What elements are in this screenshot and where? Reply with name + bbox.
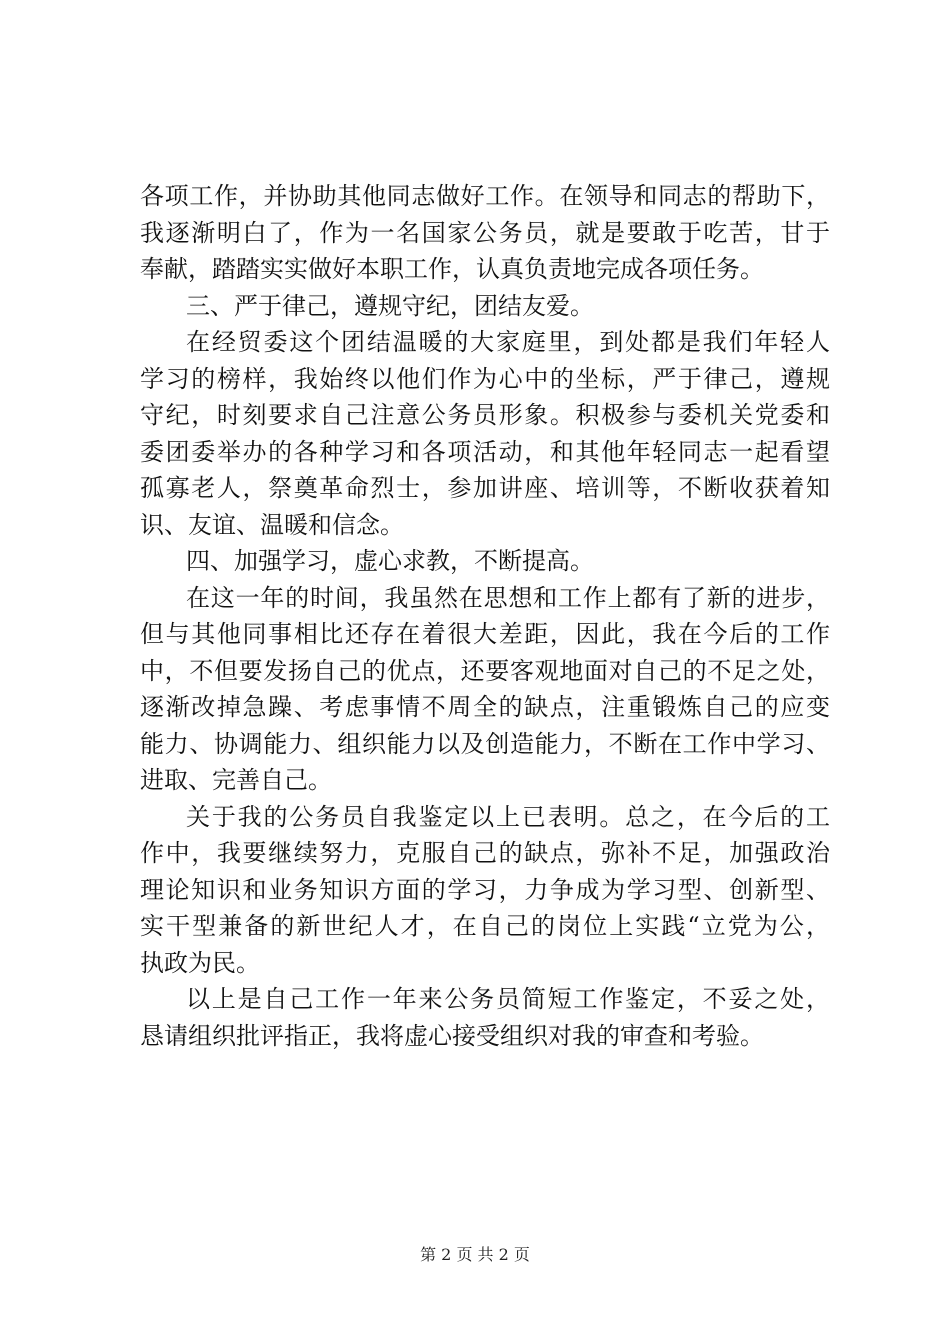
text-line: 恳请组织批评指正，我将虚心接受组织对我的审查和考验。 <box>140 1021 764 1050</box>
section-heading: 三、严于律己，遵规守纪，团结友爱。 <box>186 291 594 320</box>
text-line: 执政为民。 <box>140 948 260 977</box>
section-heading: 四、加强学习，虚心求教，不断提高。 <box>186 547 594 575</box>
text-line: 能力、协调能力、组织能力以及创造能力，不断在工作中学习、 <box>140 729 830 758</box>
text-line: 进取、完善自己。 <box>140 766 332 794</box>
text-line: 孤寡老人，祭奠革命烈士，参加讲座、培训等，不断收获着知 <box>140 474 830 502</box>
text-line: 理论知识和业务知识方面的学习，力争成为学习型、创新型、 <box>140 875 830 904</box>
document-body <box>140 178 830 1054</box>
text-line: 但与其他同事相比还存在着很大差距，因此，我在今后的工作 <box>140 620 830 648</box>
text-line: 实干型兼备的新世纪人才，在自己的岗位上实践“立党为公， <box>140 912 830 940</box>
page-footer: 第 2 页 共 2 页 <box>420 1245 530 1264</box>
text-line: 逐渐改掉急躁、考虑事情不周全的缺点，注重锻炼自己的应变 <box>140 693 830 721</box>
text-line: 关于我的公务员自我鉴定以上已表明。总之，在今后的工 <box>186 802 830 831</box>
text-line: 委团委举办的各种学习和各项活动，和其他年轻同志一起看望 <box>140 437 830 466</box>
text-line: 在经贸委这个团结温暖的大家庭里，到处都是我们年轻人 <box>186 328 830 356</box>
text-line: 我逐渐明白了，作为一名国家公务员，就是要敢于吃苦，甘于 <box>140 218 830 247</box>
text-line: 守纪，时刻要求自己注意公务员形象。积极参与委机关党委和 <box>140 401 830 429</box>
text-line: 以上是自己工作一年来公务员简短工作鉴定，不妥之处， <box>186 985 830 1013</box>
text-line: 在这一年的时间，我虽然在思想和工作上都有了新的进步， <box>186 583 830 612</box>
text-line: 学习的榜样，我始终以他们作为心中的坐标，严于律己，遵规 <box>140 364 830 393</box>
text-line: 作中，我要继续努力，克服自己的缺点，弥补不足，加强政治 <box>140 839 830 867</box>
text-line: 奉献，踏踏实实做好本职工作，认真负责地完成各项任务。 <box>140 255 764 283</box>
text-line: 识、友谊、温暖和信念。 <box>140 510 404 539</box>
text-line: 各项工作，并协助其他同志做好工作。在领导和同志的帮助下， <box>140 182 830 210</box>
text-line: 中，不但要发扬自己的优点，还要客观地面对自己的不足之处， <box>140 656 830 685</box>
